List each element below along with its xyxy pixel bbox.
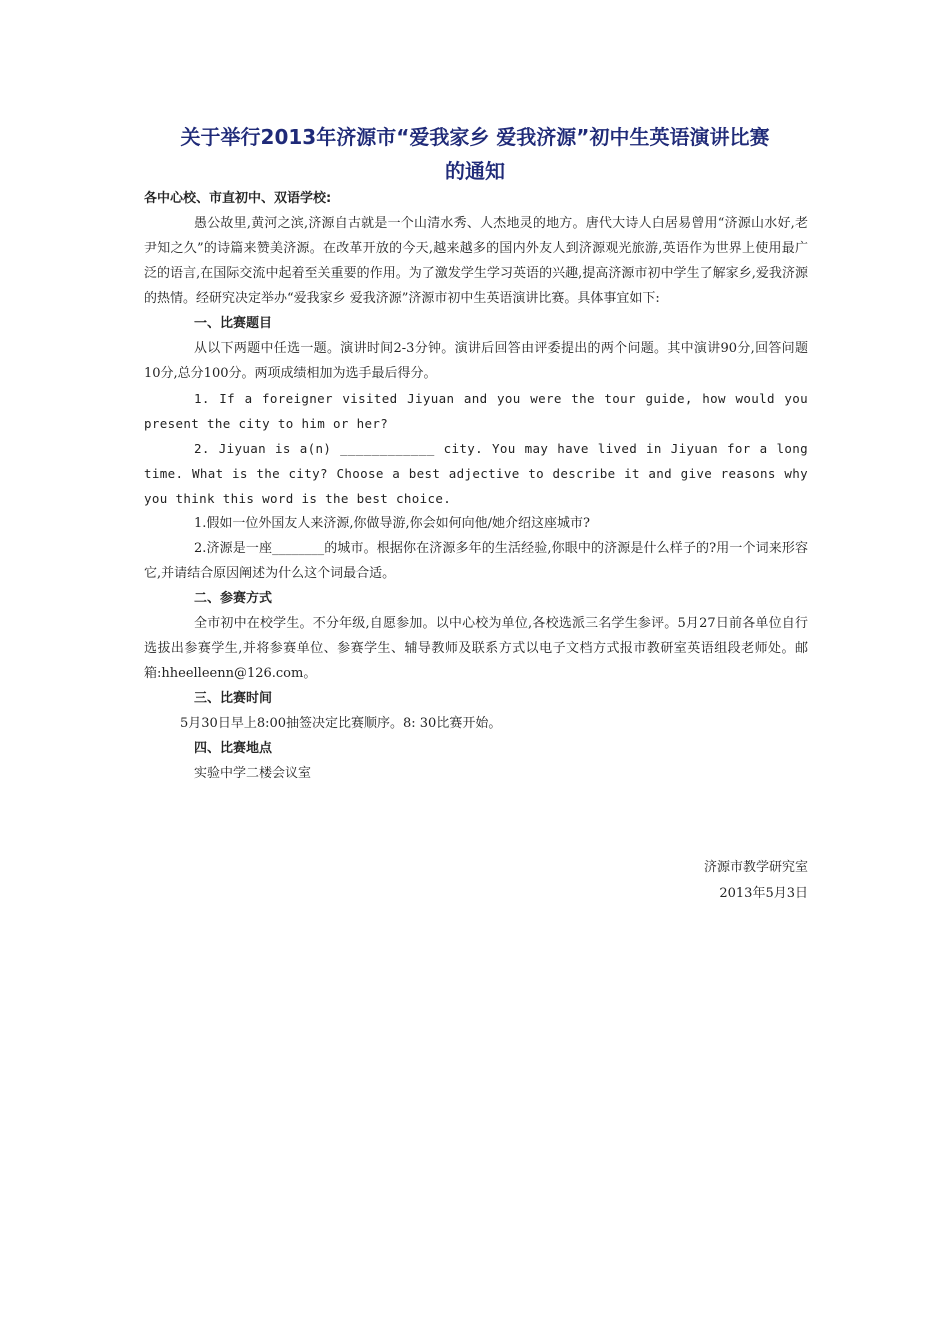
- section-3-heading: 三、比赛时间: [194, 691, 273, 706]
- question-1-chinese: 1.假如一位外国友人来济源,你做导游,你会如何向他/她介绍这座城市?: [194, 516, 591, 531]
- signature-organization: 济源市教学研究室: [703, 860, 808, 875]
- title-line-1: 关于举行2013年济源市“爱我家乡 爱我济源”初中生英语演讲比赛: [180, 125, 770, 149]
- question-1-english: 1. If a foreigner visited Jiyuan and you were the tour guide, how would you present the city to him or her?: [144, 391, 808, 431]
- section-4-description: 实验中学二楼会议室: [194, 766, 312, 781]
- section-4-heading: 四、比赛地点: [194, 741, 273, 756]
- title-line-2: 的通知: [445, 159, 505, 183]
- section-2-heading: 二、参赛方式: [194, 591, 273, 606]
- question-2-chinese: 2.济源是一座________的城市。根据你在济源多年的生活经验,你眼中的济源是什么样子的?用一个词来形容它,并请结合原因阐述为什么这个词最合适。: [144, 541, 808, 581]
- signature-date: 2013年5月3日: [719, 886, 808, 901]
- signature-block: [704, 855, 808, 907]
- section-1-description: 从以下两题中任选一题。演讲时间2-3分钟。演讲后回答由评委提出的两个问题。其中演讲90分,回答问题10分,总分100分。两项成绩相加为选手最后得分。: [144, 341, 808, 381]
- document-body: [144, 186, 808, 786]
- section-1-heading: 一、比赛题目: [194, 316, 273, 331]
- question-2-english: 2. Jiyuan is a(n) ____________ city. You may have lived in Jiyuan for a long time. What is the city? Choose a best adjective to describe it and give reasons why you think this word is the best choice.: [144, 441, 808, 506]
- salutation: 各中心校、市直初中、双语学校:: [144, 191, 332, 206]
- section-2-description: 全市初中在校学生。不分年级,自愿参加。以中心校为单位,各校选派三名学生参评。5月27日前各单位自行选拔出参赛学生,并将参赛单位、参赛学生、辅导教师及联系方式以电子文档方式报市教研室英语组段老师处。邮箱:hheelleenn@126.com。: [144, 616, 808, 681]
- intro-paragraph: 愚公故里,黄河之滨,济源自古就是一个山清水秀、人杰地灵的地方。唐代大诗人白居易曾用“济源山水好,老尹知之久”的诗篇来赞美济源。在改革开放的今天,越来越多的国内外友人到济源观光旅游,英语作为世界上使用最广泛的语言,在国际交流中起着至关重要的作用。为了激发学生学习英语的兴趣,提高济源市初中学生了解家乡,爱我济源的热情。经研究决定举办“爱我家乡 爱我济源”济源市初中生英语演讲比赛。具体事宜如下:: [144, 216, 808, 306]
- document-title: [140, 120, 810, 188]
- section-3-description: 5月30日早上8:00抽签决定比赛顺序。8: 30比赛开始。: [180, 716, 502, 731]
